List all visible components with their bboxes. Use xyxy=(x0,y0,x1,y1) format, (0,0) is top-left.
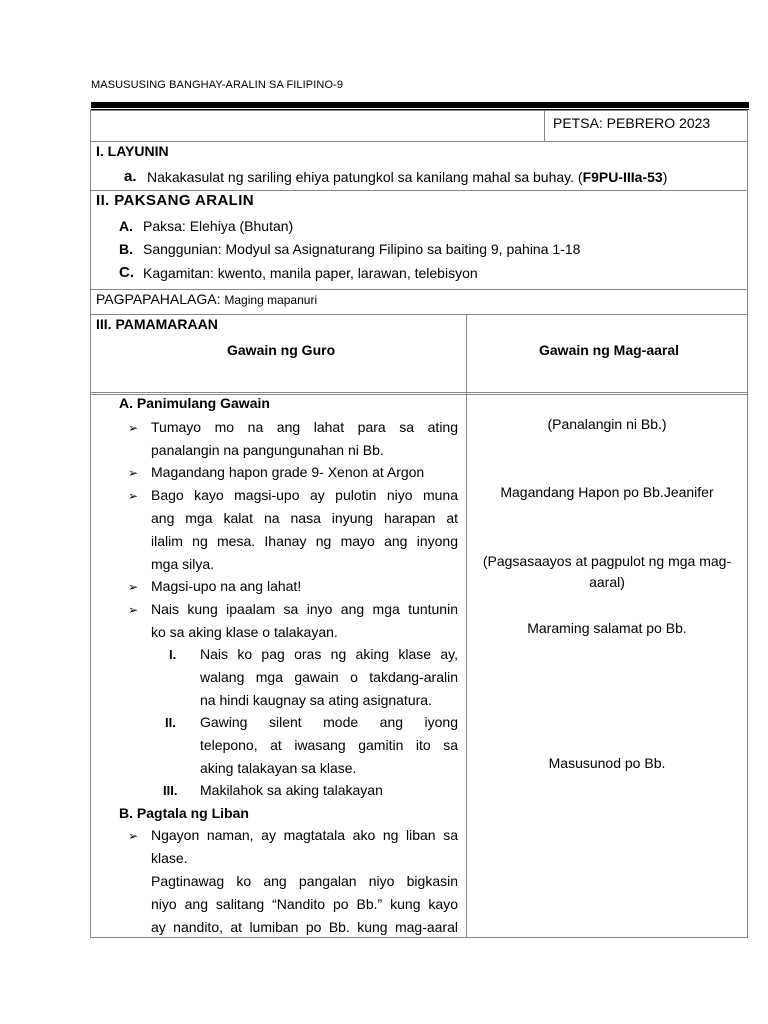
guro-bullet-line: ko sa aking klase o talakayan. xyxy=(151,624,338,640)
guro-bullet-line: Nais kung ipaalam sa inyo ang mga tuntunin xyxy=(151,601,458,617)
guro-bullet-line: mga silya. xyxy=(151,556,215,572)
guro-bullet-line: Bago kayo magsi-upo ay pulotin niyo muna xyxy=(151,487,458,503)
header-thick-rule xyxy=(91,102,749,108)
guro-bullet-line: ang mga kalat na nasa inyung harapan at xyxy=(151,510,458,526)
liban-line: klase. xyxy=(151,850,188,866)
rule-marker: I. xyxy=(169,647,177,662)
guro-bullet-line: Magandang hapon grade 9- Xenon at Argon xyxy=(151,464,425,480)
student-response: Maraming salamat po Bb. xyxy=(527,620,687,636)
layunin-heading: I. LAYUNIN xyxy=(96,143,169,159)
guro-bullet-line: Magsi-upo na ang lahat! xyxy=(151,578,302,594)
row-divider xyxy=(91,141,747,142)
kagamitan-text: Kagamitan: kwento, manila paper, larawan, telebisyon xyxy=(143,265,478,281)
pamamaraan-heading: III. PAMAMARAAN xyxy=(96,316,218,332)
pagpapahalaga-label: PAGPAPAHALAGA: xyxy=(96,291,221,307)
rule-line: Makilahok sa aking talakayan xyxy=(200,782,383,798)
guro-bullet-line: Tumayo mo na ang lahat para sa ating xyxy=(151,419,458,435)
paksang-aralin-heading: II. PAKSANG ARALIN xyxy=(96,192,255,209)
layunin-code: F9PU-IIIa-53 xyxy=(582,169,663,185)
liban-line: ay nandito, at lumiban po Bb. kung mag-aaral xyxy=(151,919,458,935)
arrow-bullet-icon: ➢ xyxy=(128,603,139,617)
document-header: MASUSUSING BANGHAY-ARALIN SA FILIPINO-9 xyxy=(91,79,344,91)
liban-heading: B. Pagtala ng Liban xyxy=(119,805,249,821)
rule-marker: II. xyxy=(165,715,176,730)
layunin-objective xyxy=(147,169,667,185)
student-response: aaral) xyxy=(589,574,625,590)
pagpapahalaga-value: Maging mapanuri xyxy=(224,293,318,307)
liban-line: niyo ang salitang “Nandito po Bb.” kung kayo xyxy=(151,896,458,912)
student-response: Masusunod po Bb. xyxy=(548,755,666,771)
kagamitan-marker: C. xyxy=(119,264,134,281)
rule-marker: III. xyxy=(163,783,178,798)
rule-line: walang mga gawain o takdang-aralin xyxy=(200,669,458,685)
paksa-marker: A. xyxy=(119,218,133,234)
row-divider xyxy=(90,392,748,393)
rule-line: Nais ko pag oras ng aking klase ay, xyxy=(200,646,458,662)
row-divider xyxy=(91,314,747,315)
date-cell-divider xyxy=(544,111,545,141)
col-header-magaaral: Gawain ng Mag-aaral xyxy=(539,342,680,358)
arrow-bullet-icon: ➢ xyxy=(128,580,139,594)
arrow-bullet-icon: ➢ xyxy=(128,829,139,843)
pagpapahalaga xyxy=(96,291,317,307)
student-response: (Panalangin ni Bb.) xyxy=(547,416,667,432)
layunin-marker: a. xyxy=(124,168,137,185)
row-divider xyxy=(91,289,747,290)
layunin-close: ) xyxy=(662,169,668,185)
student-response: (Pagsasaayos at pagpulot ng mga mag- xyxy=(482,553,732,569)
paksa-text: Paksa: Elehiya (Bhutan) xyxy=(143,218,294,234)
student-response: Magandang Hapon po Bb.Jeanifer xyxy=(500,484,714,500)
guro-bullet-line: panalangin na pangungunahan ni Bb. xyxy=(151,442,384,458)
arrow-bullet-icon: ➢ xyxy=(128,466,139,480)
rule-line: Gawing silent mode ang iyong xyxy=(200,714,458,730)
col-header-guro: Gawain ng Guro xyxy=(227,342,336,358)
rule-line: aking talakayan sa klase. xyxy=(200,760,357,776)
layunin-text: Nakakasulat ng sariling ehiya patungkol sa kanilang mahal sa buhay. ( xyxy=(147,169,583,185)
rule-line: telepono, at iwasang gamitin ito sa xyxy=(200,737,458,753)
arrow-bullet-icon: ➢ xyxy=(128,489,139,503)
sanggunian-text: Sanggunian: Modyul sa Asignaturang Filipino sa baiting 9, pahina 1-18 xyxy=(143,241,581,257)
date-label: PETSA: PEBRERO 2023 xyxy=(553,115,711,131)
liban-line: Ngayon naman, ay magtatala ako ng liban sa xyxy=(151,827,458,843)
rule-line: na hindi kaugnay sa ating asignatura. xyxy=(200,692,432,708)
liban-line: Pagtinawag ko ang pangalan niyo bigkasin xyxy=(151,873,458,889)
arrow-bullet-icon: ➢ xyxy=(128,421,139,435)
guro-bullet-line: ilalim ng mesa. Ihanay ng mayo ang inyong xyxy=(151,533,458,549)
panimula-heading: A. Panimulang Gawain xyxy=(119,395,270,411)
row-divider xyxy=(91,190,747,191)
sanggunian-marker: B. xyxy=(119,241,133,257)
